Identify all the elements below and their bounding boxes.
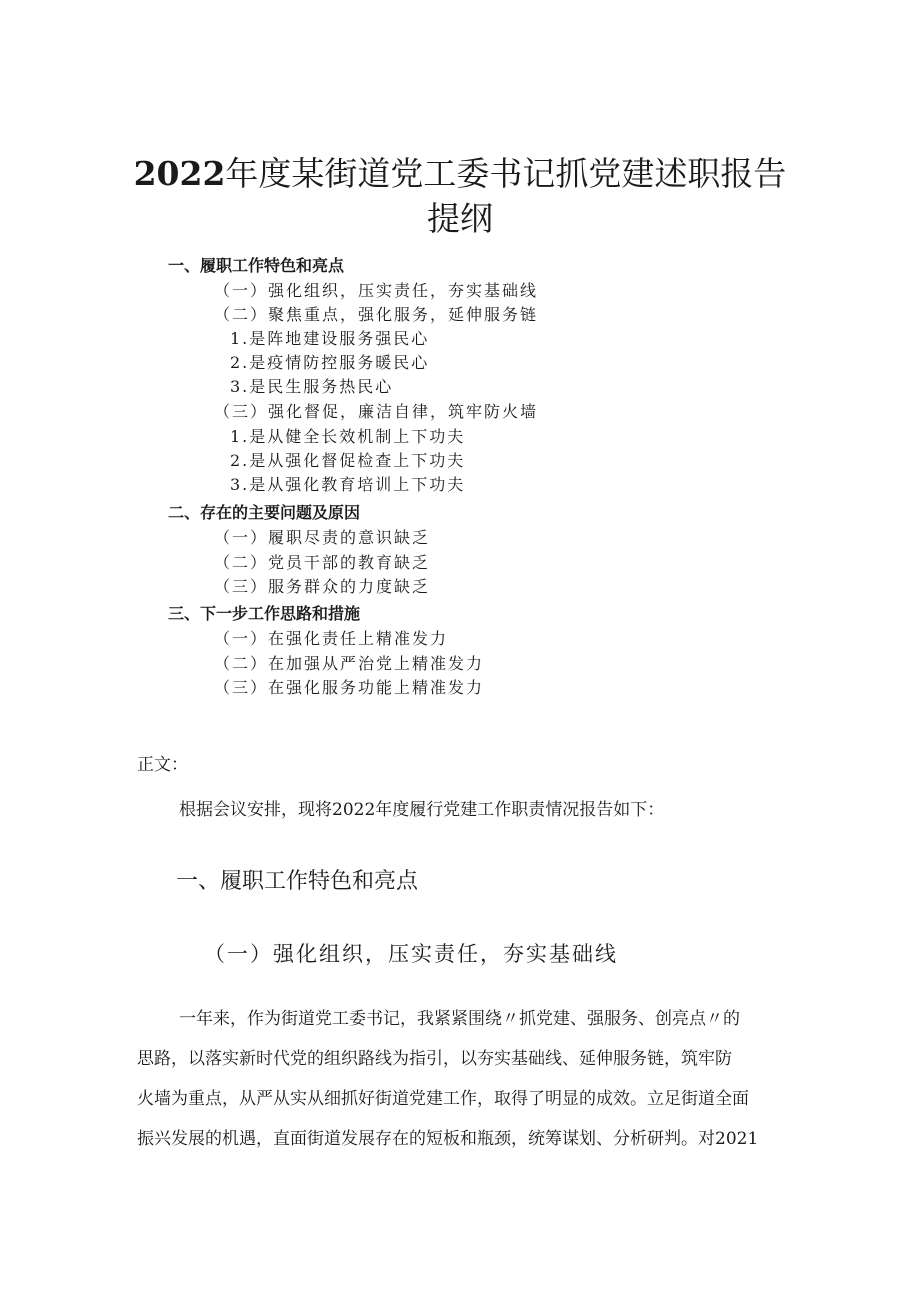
outline-item: （一）履职尽责的意识缺乏 (214, 528, 431, 547)
paragraph-line: 火墙为重点，从严从实从细抓好街道党建工作，取得了明显的成效。立足街道全面 (137, 1089, 749, 1109)
outline-heading-1: 一、履职工作特色和亮点 (168, 256, 345, 275)
outline-item: 2.是从强化督促检查上下功夫 (230, 451, 466, 470)
outline-item: 1.是从健全长效机制上下功夫 (230, 427, 466, 446)
outline-item: 3.是从强化教育培训上下功夫 (230, 475, 466, 494)
document-title-line2: 提纲 (427, 199, 493, 238)
outline-item: （二）在加强从严治党上精准发力 (214, 654, 485, 673)
outline-item: （二）党员干部的教育缺乏 (214, 553, 431, 572)
outline-item: （三）强化督促，廉洁自律，筑牢防火墙 (214, 402, 539, 421)
section-heading: 一、履职工作特色和亮点 (176, 869, 419, 894)
outline-item: （三）在强化服务功能上精准发力 (214, 678, 485, 697)
outline-item: （一）在强化责任上精准发力 (214, 629, 449, 648)
paragraph-line: 思路，以落实新时代党的组织路线为指引，以夯实基础线、延伸服务链，筑牢防 (137, 1049, 732, 1069)
zhengwen-label: 正文： (137, 755, 188, 775)
body-paragraph (137, 999, 797, 1159)
paragraph-line: 振兴发展的机遇，直面街道发展存在的短板和瓶颈，统筹谋划、分析研判。对2021 (137, 1129, 759, 1149)
outline-item: （一）强化组织，压实责任，夯实基础线 (214, 281, 539, 300)
outline-item: （三）服务群众的力度缺乏 (214, 577, 431, 596)
outline-heading-3: 三、下一步工作思路和措施 (168, 604, 361, 623)
outline-item: 2.是疫情防控服务暖民心 (230, 353, 430, 372)
outline-item: 3.是民生服务热民心 (230, 377, 394, 396)
outline-heading-2: 二、存在的主要问题及原因 (168, 503, 361, 522)
paragraph-line: 一年来，作为街道党工委书记，我紧紧围绕〃抓党建、强服务、创亮点〃的 (179, 1009, 740, 1029)
outline-item: 1.是阵地建设服务强民心 (230, 329, 430, 348)
document-title-line1 (0, 154, 920, 194)
sub-heading: （一）强化组织，压实责任，夯实基础线 (204, 942, 618, 966)
title-year: 2022 (133, 154, 226, 193)
intro-paragraph: 根据会议安排，现将2022年度履行党建工作职责情况报告如下： (179, 800, 665, 820)
title-text: 年度某街道党工委书记抓党建述职报告 (225, 154, 787, 193)
outline-item: （二）聚焦重点，强化服务，延伸服务链 (214, 305, 539, 324)
